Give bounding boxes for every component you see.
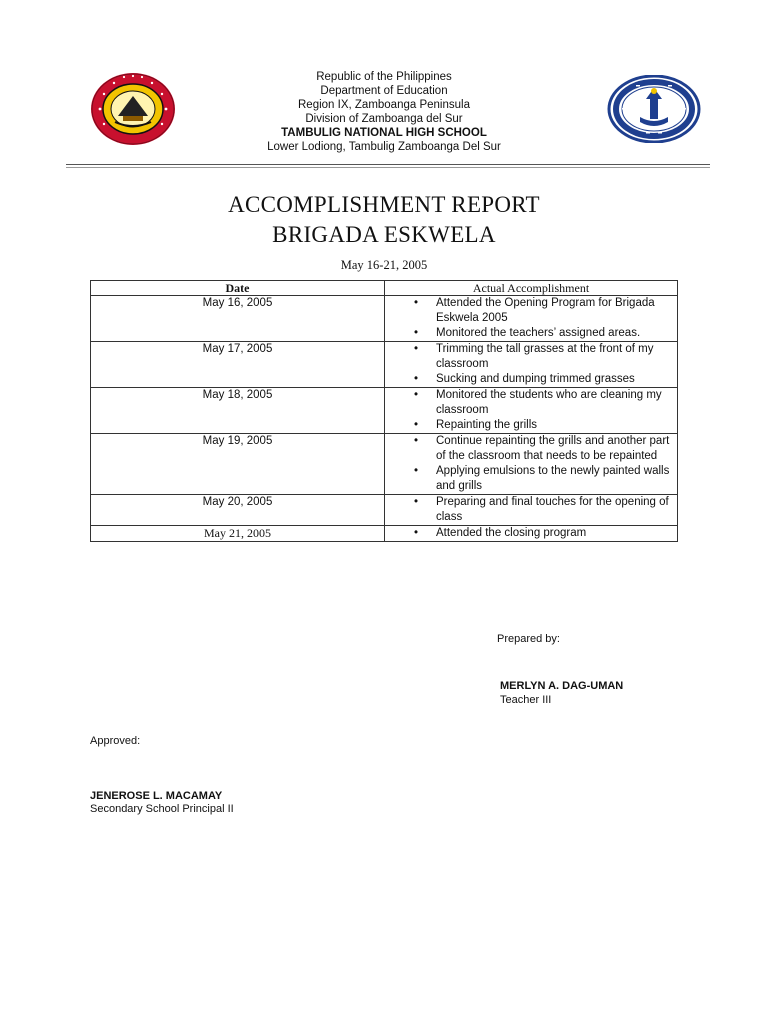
report-date-range: May 16-21, 2005 bbox=[340, 258, 428, 272]
report-title: ACCOMPLISHMENT REPORT bbox=[228, 192, 540, 217]
row-accomplishments bbox=[385, 342, 678, 388]
row-date: May 20, 2005 bbox=[91, 495, 385, 526]
deped-seal-icon bbox=[606, 75, 702, 143]
row-accomplishments bbox=[385, 296, 678, 342]
table-row bbox=[91, 388, 678, 434]
row-date: May 18, 2005 bbox=[91, 388, 385, 434]
approved-by-position: Secondary School Principal II bbox=[90, 803, 234, 815]
table-row bbox=[91, 495, 678, 526]
accomplishment-table bbox=[90, 280, 678, 542]
header-divider-secondary bbox=[66, 167, 710, 168]
list-item: • Continue repainting the grills and another part of the classroom that needs to be repainted bbox=[385, 434, 677, 464]
list-item: • Applying emulsions to the newly painted walls and grills bbox=[385, 464, 677, 494]
row-accomplishments bbox=[385, 526, 678, 542]
list-item: • Preparing and final touches for the opening of class bbox=[385, 495, 677, 525]
row-date: May 17, 2005 bbox=[91, 342, 385, 388]
table-header-accomplishment: Actual Accomplishment bbox=[385, 281, 678, 296]
letterhead-division: Division of Zamboanga del Sur bbox=[305, 113, 463, 125]
header-divider bbox=[66, 164, 710, 165]
approved-by-name: JENEROSE L. MACAMAY bbox=[90, 790, 223, 802]
table-row bbox=[91, 296, 678, 342]
list-item: • Monitored the students who are cleaning my classroom bbox=[385, 388, 677, 418]
list-item: • Sucking and dumping trimmed grasses bbox=[385, 372, 677, 387]
list-item: • Trimming the tall grasses at the front of my classroom bbox=[385, 342, 677, 372]
table-row bbox=[91, 526, 678, 542]
letterhead-country: Republic of the Philippines bbox=[316, 71, 452, 83]
table-row bbox=[91, 434, 678, 495]
row-date: May 21, 2005 bbox=[91, 526, 385, 542]
letterhead-department: Department of Education bbox=[320, 85, 448, 97]
report-subtitle: BRIGADA ESKWELA bbox=[272, 222, 496, 247]
table-row bbox=[91, 342, 678, 388]
table-header-row bbox=[91, 281, 678, 296]
letterhead-address: Lower Lodiong, Tambulig Zamboanga Del Sur bbox=[267, 141, 501, 153]
row-accomplishments bbox=[385, 495, 678, 526]
row-date: May 19, 2005 bbox=[91, 434, 385, 495]
list-item: • Monitored the teachers’ assigned areas. bbox=[385, 326, 677, 341]
list-item: • Repainting the grills bbox=[385, 418, 677, 433]
prepared-by-name: MERLYN A. DAG-UMAN bbox=[500, 680, 624, 692]
prepared-by-position: Teacher III bbox=[500, 694, 552, 706]
approved-label: Approved: bbox=[90, 735, 141, 747]
letterhead-school: TAMBULIG NATIONAL HIGH SCHOOL bbox=[281, 127, 487, 139]
row-date: May 16, 2005 bbox=[91, 296, 385, 342]
row-accomplishments bbox=[385, 434, 678, 495]
prepared-by-label: Prepared by: bbox=[497, 633, 560, 645]
row-accomplishments bbox=[385, 388, 678, 434]
list-item: • Attended the Opening Program for Brigada Eskwela 2005 bbox=[385, 296, 677, 326]
list-item: • Attended the closing program bbox=[385, 526, 677, 541]
letterhead-region: Region IX, Zamboanga Peninsula bbox=[298, 99, 470, 111]
table-header-date: Date bbox=[91, 281, 385, 296]
